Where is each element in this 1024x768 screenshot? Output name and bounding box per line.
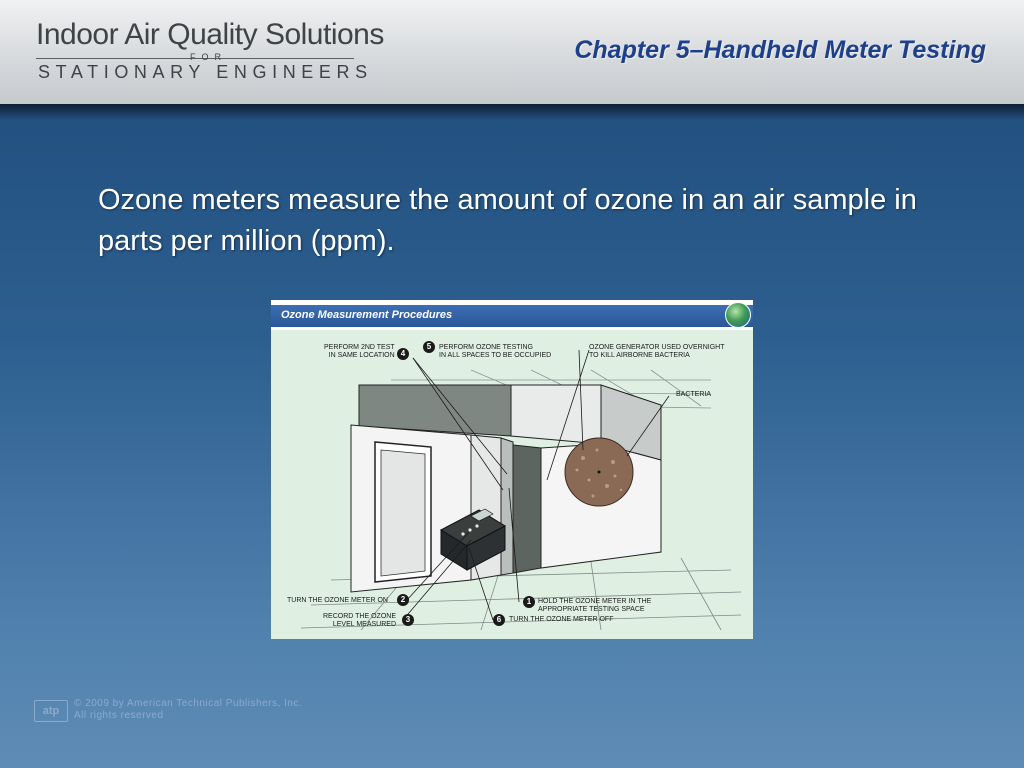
step-5-label <box>439 344 551 360</box>
generator-callout <box>589 344 724 360</box>
globe-icon <box>725 302 751 328</box>
step-3-badge: 3 <box>402 614 414 626</box>
step-5-badge: 5 <box>423 341 435 353</box>
logo-for: FOR <box>190 52 227 62</box>
generator-line2: TO KILL AIRBORNE BACTERIA <box>589 352 690 359</box>
step-3-label <box>323 613 396 629</box>
copyright-notice <box>74 698 302 722</box>
step-1-line2: APPROPRIATE TESTING SPACE <box>538 606 645 613</box>
door <box>381 450 425 576</box>
logo-subtitle: STATIONARY ENGINEERS <box>38 62 373 82</box>
step-4-line1: PERFORM 2ND TEST <box>324 344 395 351</box>
chapter-title: Chapter 5–Handheld Meter Testing <box>574 36 986 64</box>
slide-header <box>0 0 1024 104</box>
header-shadow <box>0 104 1024 120</box>
column-side <box>501 438 513 575</box>
step-6-badge: 6 <box>493 614 505 626</box>
bacteria-center <box>598 471 601 474</box>
bacteria-callout: BACTERIA <box>676 391 712 398</box>
step-5-line1: PERFORM OZONE TESTING <box>439 344 533 351</box>
slide-body-text: Ozone meters measure the amount of ozone in an air sample in parts per million (ppm). <box>98 184 917 257</box>
logo-title: Indoor Air Quality Solutions <box>36 18 384 51</box>
step-2-badge: 2 <box>397 594 409 606</box>
figure-banner <box>271 300 753 330</box>
copyright-line: © 2009 by American Technical Publishers, Inc. <box>74 698 303 709</box>
figure-title: Ozone Measurement Procedures <box>281 309 453 321</box>
ozone-procedure-figure <box>271 300 753 639</box>
step-3-line1: RECORD THE OZONE <box>323 613 396 620</box>
generator-line1: OZONE GENERATOR USED OVERNIGHT <box>589 344 725 351</box>
room-illustration <box>271 330 753 639</box>
step-6-label: TURN THE OZONE METER OFF <box>509 616 614 623</box>
step-4-line2: IN SAME LOCATION <box>328 352 395 359</box>
step-1-label <box>538 598 651 614</box>
soffit-front <box>511 385 601 444</box>
step-4-label <box>324 344 395 360</box>
rights-line: All rights reserved <box>74 710 164 721</box>
step-4-badge: 4 <box>397 348 409 360</box>
step-1-line1: HOLD THE OZONE METER IN THE <box>538 598 652 605</box>
publisher-logo: atp <box>34 700 68 722</box>
dark-doorway <box>513 445 541 573</box>
step-5-line2: IN ALL SPACES TO BE OCCUPIED <box>439 352 552 359</box>
step-2-label: TURN THE OZONE METER ON <box>287 597 388 604</box>
step-3-line2: LEVEL MEASURED <box>332 621 396 628</box>
step-1-badge: 1 <box>523 596 535 608</box>
